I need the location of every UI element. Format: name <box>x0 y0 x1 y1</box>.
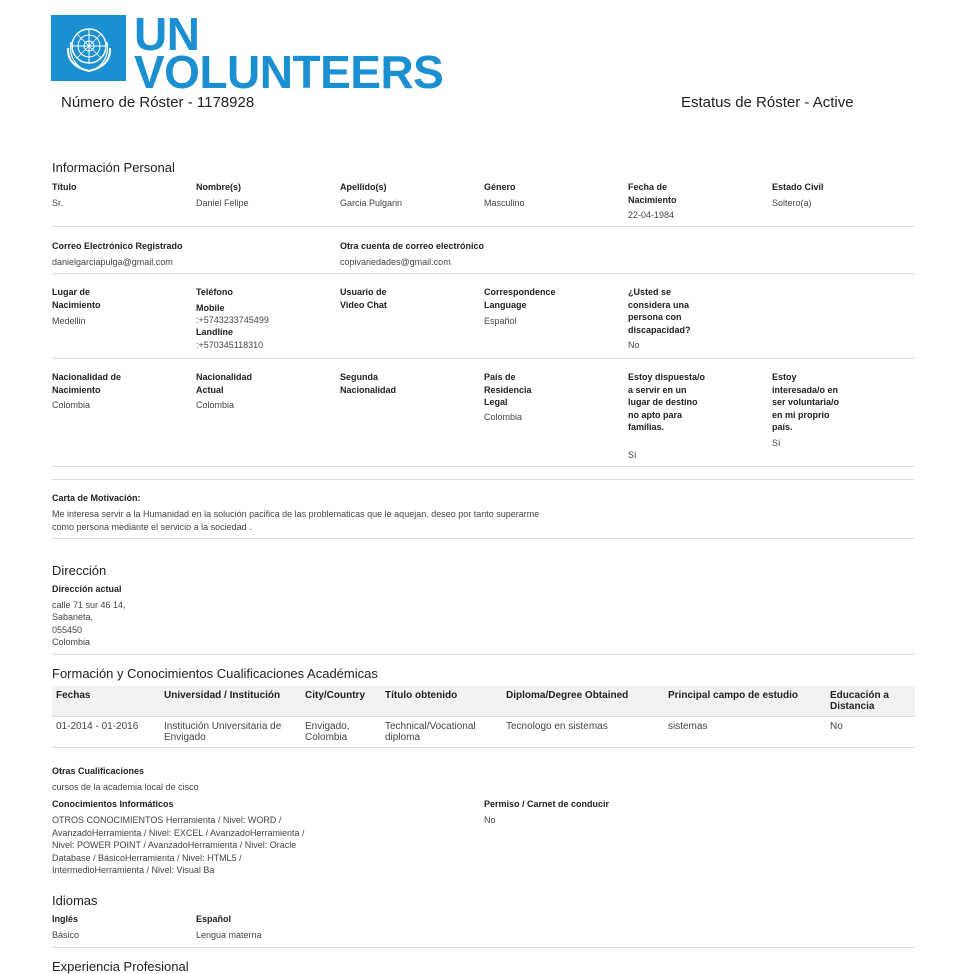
column-header: Principal campo de estudio <box>664 686 826 717</box>
label-otro-correo: Otra cuenta de correo electrónico <box>340 241 485 251</box>
value-nombres: Daniel Felipe <box>196 198 249 208</box>
label-nacionalidad-nacimiento: Nacionalidad de Nacimiento <box>52 372 122 395</box>
brand-line2: VOLUNTEERS <box>134 46 444 98</box>
address-line: calle 71 sur 46 14, <box>52 600 126 610</box>
label-landline: Landline <box>196 327 234 337</box>
value-destino-familias: Sí <box>628 450 637 460</box>
divider <box>52 273 915 274</box>
value-carta-motivacion: Me interesa servir a la Humanidad en la solución pacifica de las problematicas que le aquejan. deseo por tanto superarme como persona mediante el servicio a la sociedad . <box>52 509 540 532</box>
label-conocimientos-informaticos: Conocimientos Informáticos <box>52 799 174 809</box>
label-video-chat: Usuario de Video Chat <box>340 287 387 310</box>
address-line: Sabaneta, <box>52 612 94 622</box>
label-nombres: Nombre(s) <box>196 182 242 192</box>
column-header: Fechas <box>52 686 160 717</box>
label-ingles: Inglés <box>52 914 79 924</box>
label-apellidos: Apellido(s) <box>340 182 387 192</box>
label-genero: Género <box>484 182 516 192</box>
label-nacionalidad-actual: Nacionalidad Actual <box>196 372 253 395</box>
table-row <box>52 717 915 748</box>
label-correspondence-language: Correspondence Language <box>484 287 556 310</box>
value-correo: danielgarciapulga@gmail.com <box>52 257 173 267</box>
label-direccion-actual: Dirección actual <box>52 584 122 594</box>
un-emblem-icon <box>51 15 126 81</box>
label-estado-civil: Estado Civil <box>772 182 824 192</box>
divider <box>52 358 915 359</box>
value-otras-cualificaciones: cursos de la academia local de cisco <box>52 782 199 792</box>
un-volunteers-logo <box>51 8 444 98</box>
value-discapacidad: No <box>628 340 640 350</box>
address-line: Colombia <box>52 637 91 647</box>
label-carta-motivacion: Carta de Motivación: <box>52 493 141 503</box>
value-otro-correo: copivariedades@gmail.com <box>340 257 451 267</box>
column-header: Educación a Distancia <box>826 686 915 717</box>
section-idiomas-title: Idiomas <box>52 893 98 908</box>
value-apellidos: Garcia Pulgarin <box>340 198 403 208</box>
value-ingles: Básico <box>52 930 80 940</box>
value-lugar-nacimiento: Medellin <box>52 316 86 326</box>
label-destino-familias: Estoy dispuesta/o a servir en un lugar de destino no apto para familias. <box>628 372 706 432</box>
section-formacion-title: Formación y Conocimientos Cualificaciones Académicas <box>52 666 378 681</box>
value-fecha-nacimiento: 22-04-1984 <box>628 210 675 220</box>
table-cell: Envigado, Colombia <box>301 717 381 748</box>
label-pais-residencia: País de Residencia Legal <box>484 372 532 407</box>
label-voluntario-propio-pais: Estoy interesada/o en ser voluntaria/o en mi proprio país. <box>772 372 840 432</box>
value-landline: :+570345118310 <box>196 340 264 350</box>
divider <box>52 947 915 948</box>
table-cell: Technical/Vocational diploma <box>381 717 502 748</box>
table-cell: 01-2014 - 01-2016 <box>52 717 160 748</box>
label-segunda-nacionalidad: Segunda Nacionalidad <box>340 372 397 395</box>
value-genero: Masculino <box>484 198 525 208</box>
divider <box>52 538 915 539</box>
table-header-row <box>52 686 915 717</box>
section-experiencia-title: Experiencia Profesional <box>52 959 189 974</box>
education-table <box>52 686 915 748</box>
section-personal-title: Información Personal <box>52 160 175 175</box>
label-discapacidad: ¿Usted se considera una persona con discapacidad? <box>628 287 691 335</box>
value-conocimientos-informaticos: OTROS CONOCIMIENTOS Herramienta / Nivel: WORD / AvanzadoHerramienta / Nivel: EXCEL / AvanzadoHerramienta / Nivel: POWER POINT / AvanzadoHerramienta / Nivel: Oracle Database / BásicoHerramienta / Nivel: HTML5 / IntermedioHerramienta / Nivel: Visual Ba <box>52 815 305 875</box>
label-mobile: Mobile <box>196 303 225 313</box>
address-line: 055450 <box>52 625 83 635</box>
label-titulo: Título <box>52 182 77 192</box>
divider <box>52 479 915 480</box>
label-permiso-conducir: Permiso / Carnet de conducir <box>484 799 610 809</box>
table-cell: No <box>826 717 915 748</box>
table-cell: Institución Universitaria de Envigado <box>160 717 301 748</box>
value-nacionalidad-nacimiento: Colombia <box>52 400 91 410</box>
value-titulo: Sr. <box>52 198 64 208</box>
label-espanol: Español <box>196 914 232 924</box>
label-otras-cualificaciones: Otras Cualificaciones <box>52 766 145 776</box>
table-cell: sistemas <box>664 717 826 748</box>
table-cell: Tecnologo en sistemas <box>502 717 664 748</box>
value-estado-civil: Soltero(a) <box>772 198 812 208</box>
brand-wordmark <box>134 8 444 98</box>
column-header: City/Country <box>301 686 381 717</box>
divider <box>52 654 915 655</box>
column-header: Universidad / Institución <box>160 686 301 717</box>
divider <box>52 466 915 467</box>
value-permiso-conducir: No <box>484 815 496 825</box>
value-espanol: Lengua materna <box>196 930 262 940</box>
value-mobile: :+5743233745499 <box>196 315 269 325</box>
column-header: Título obtenido <box>381 686 502 717</box>
column-header: Diploma/Degree Obtained <box>502 686 664 717</box>
label-lugar-nacimiento: Lugar de Nacimiento <box>52 287 101 310</box>
label-telefono: Teléfono <box>196 287 233 297</box>
divider <box>52 226 915 227</box>
value-nacionalidad-actual: Colombia <box>196 400 235 410</box>
roster-status: Estatus de Róster - Active <box>681 94 854 111</box>
value-correspondence-language: Español <box>484 316 517 326</box>
section-direccion-title: Dirección <box>52 563 107 578</box>
value-pais-residencia: Colombia <box>484 412 523 422</box>
brand-line1: UN <box>134 8 200 60</box>
value-voluntario-propio-pais: Sí <box>772 438 781 448</box>
label-fecha-nacimiento: Fecha de Nacimiento <box>628 182 677 205</box>
label-correo: Correo Electrónico Registrado <box>52 241 183 251</box>
roster-number: Número de Róster - 1178928 <box>61 94 255 111</box>
